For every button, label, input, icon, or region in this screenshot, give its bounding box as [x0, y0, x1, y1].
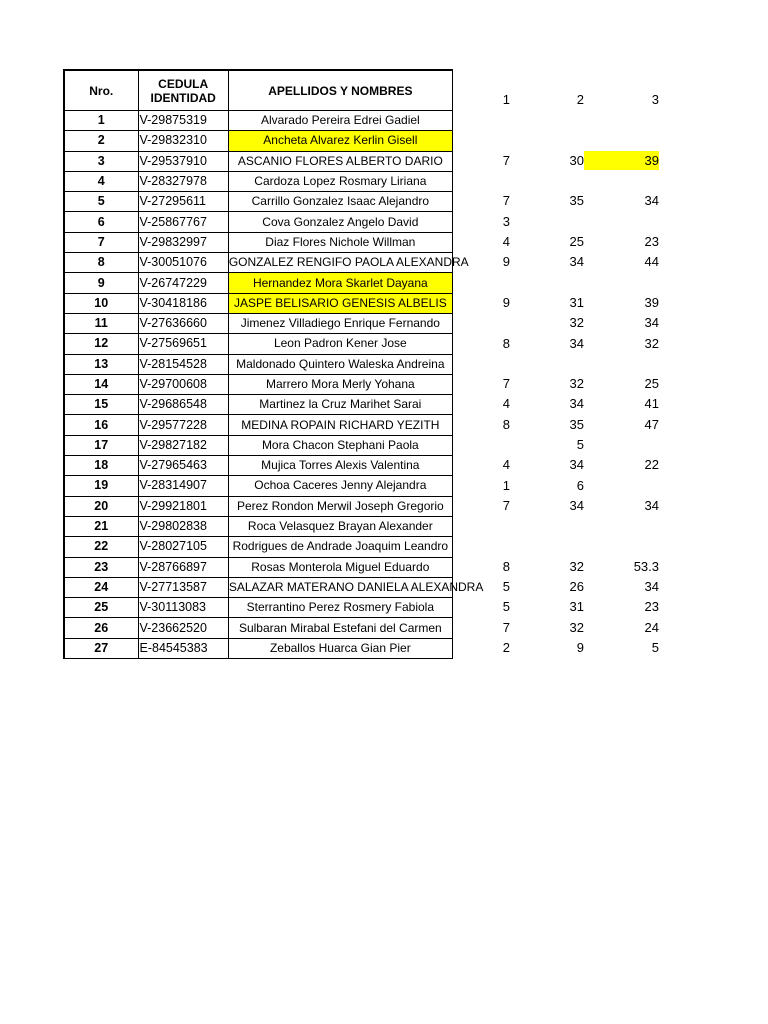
row-number: 16 — [64, 415, 138, 435]
grade-cell: 39 — [584, 151, 659, 170]
row-name — [228, 354, 452, 374]
row-cedula: V-29802838 — [138, 516, 228, 536]
grade-cell: 7 — [502, 193, 510, 209]
grade-cell: 3 — [502, 213, 510, 229]
row-name-text: Ancheta Alvarez Kerlin Gisell — [263, 133, 418, 148]
row-name-text: Ochoa Caceres Jenny Alejandra — [254, 478, 427, 493]
grade-cell: 31 — [569, 294, 584, 310]
grade-cell: 24 — [644, 619, 659, 635]
row-name-text: Sterrantino Perez Rosmery Fabiola — [246, 600, 435, 615]
row-number: 11 — [64, 313, 138, 333]
row-number: 12 — [64, 334, 138, 354]
row-number: 27 — [64, 638, 138, 658]
row-number: 4 — [64, 171, 138, 191]
row-name-text: JASPE BELISARIO GENESIS ALBELIS — [233, 295, 447, 310]
row-number: 13 — [64, 354, 138, 374]
grade-cell: 34 — [569, 335, 584, 351]
grade-cell: 9 — [502, 254, 510, 270]
row-number: 7 — [64, 232, 138, 252]
table-row — [64, 496, 452, 516]
row-cedula: V-27965463 — [138, 456, 228, 476]
row-name — [228, 557, 452, 577]
grade-cell: 6 — [576, 477, 584, 493]
row-number: 17 — [64, 435, 138, 455]
row-name-text: Leon Padron Kener Jose — [273, 336, 407, 351]
row-name — [228, 577, 484, 597]
table-row — [64, 415, 452, 435]
row-number: 3 — [64, 151, 138, 171]
row-number: 2 — [64, 131, 138, 151]
row-name-text: Diaz Flores Nichole Willman — [265, 234, 416, 249]
row-name — [228, 456, 452, 476]
row-cedula: V-29832997 — [138, 232, 228, 252]
grade-cell: 23 — [644, 599, 659, 615]
grade-cell: 5 — [502, 579, 510, 595]
grade-cell: 2 — [502, 640, 510, 655]
row-cedula: V-27569651 — [138, 334, 228, 354]
grade-cell: 39 — [644, 294, 659, 310]
row-number: 19 — [64, 476, 138, 496]
row-name — [228, 253, 469, 273]
row-number: 10 — [64, 293, 138, 313]
roster-header-row — [64, 70, 452, 111]
row-name — [228, 435, 452, 455]
header-cedula: CEDULA IDENTIDAD — [138, 70, 228, 111]
table-row — [64, 598, 452, 618]
row-name — [228, 171, 452, 191]
row-name-text: Cova Gonzalez Angelo David — [262, 214, 419, 229]
row-name-text: ASCANIO FLORES ALBERTO DARIO — [237, 153, 443, 168]
row-cedula: V-27636660 — [138, 313, 228, 333]
grade-header-3: 3 — [651, 92, 659, 107]
row-name — [228, 496, 452, 516]
table-row — [64, 577, 452, 597]
row-number: 24 — [64, 577, 138, 597]
row-cedula: V-29700608 — [138, 374, 228, 394]
row-name-text: GONZALEZ RENGIFO PAOLA ALEXANDRA — [228, 255, 469, 270]
grade-cell: 4 — [502, 457, 510, 473]
row-number: 9 — [64, 273, 138, 293]
grade-cell: 32 — [644, 335, 659, 351]
table-row — [64, 638, 452, 658]
grade-header-2: 2 — [576, 92, 584, 107]
grade-cell: 32 — [569, 376, 584, 392]
row-number: 25 — [64, 598, 138, 618]
grade-cell: 4 — [502, 396, 510, 412]
grade-cell: 23 — [644, 234, 659, 249]
row-cedula: V-29686548 — [138, 395, 228, 415]
table-row — [64, 293, 452, 313]
table-row — [64, 232, 452, 252]
table-row — [64, 273, 452, 293]
table-row — [64, 151, 452, 171]
row-number: 18 — [64, 456, 138, 476]
row-cedula: V-29875319 — [138, 111, 228, 131]
table-row — [64, 212, 452, 232]
row-name-text: Jimenez Villadiego Enrique Fernando — [240, 316, 440, 331]
row-cedula: V-29921801 — [138, 496, 228, 516]
grade-cell: 41 — [644, 396, 659, 412]
row-cedula: V-28314907 — [138, 476, 228, 496]
header-nro: Nro. — [64, 70, 138, 111]
grade-cell: 4 — [502, 234, 510, 249]
grade-cell: 8 — [502, 558, 510, 574]
grade-cell: 35 — [569, 416, 584, 432]
row-name — [228, 476, 452, 496]
grades-block — [470, 0, 670, 680]
grade-cell: 34 — [569, 457, 584, 473]
table-row — [64, 253, 452, 273]
row-name — [228, 334, 452, 354]
row-name-text: Perez Rondon Merwil Joseph Gregorio — [236, 498, 444, 513]
table-row — [64, 131, 452, 151]
grade-cell: 7 — [502, 152, 510, 168]
grade-cell: 25 — [644, 376, 659, 392]
row-cedula: E-84545383 — [138, 638, 228, 658]
table-row — [64, 435, 452, 455]
row-name-text: Marrero Mora Merly Yohana — [265, 377, 415, 391]
grade-cell: 47 — [644, 416, 659, 432]
row-name-text: Zeballos Huarca Gian Pier — [269, 640, 411, 655]
grade-cell: 25 — [569, 234, 584, 249]
row-name — [228, 313, 452, 333]
row-number: 21 — [64, 516, 138, 536]
table-row — [64, 456, 452, 476]
grade-cell: 8 — [502, 335, 510, 351]
row-name-text: Mora Chacon Stephani Paola — [261, 437, 419, 452]
row-cedula: V-30113083 — [138, 598, 228, 618]
grade-cell: 53.3 — [633, 558, 659, 574]
row-cedula: V-28027105 — [138, 537, 228, 557]
table-row — [64, 395, 452, 415]
row-cedula: V-28766897 — [138, 557, 228, 577]
row-name-text: Cardoza Lopez Rosmary Liriana — [254, 174, 427, 189]
row-name — [228, 232, 452, 252]
row-cedula: V-29577228 — [138, 415, 228, 435]
row-name — [228, 131, 452, 151]
grade-cell: 32 — [569, 315, 584, 331]
student-roster-table — [63, 69, 484, 659]
grade-cell: 32 — [569, 619, 584, 635]
row-number: 20 — [64, 496, 138, 516]
grade-cell: 22 — [644, 457, 659, 473]
row-cedula: V-28154528 — [138, 354, 228, 374]
row-name-text: Rosas Monterola Miguel Eduardo — [251, 559, 430, 574]
grade-cell: 5 — [502, 599, 510, 615]
row-cedula: V-29827182 — [138, 435, 228, 455]
grade-cell: 7 — [502, 376, 510, 392]
grade-cell: 35 — [569, 193, 584, 209]
grade-cell: 44 — [644, 254, 659, 270]
table-row — [64, 334, 452, 354]
row-name — [228, 537, 452, 557]
grade-cell: 34 — [644, 315, 659, 331]
row-number: 14 — [64, 374, 138, 394]
row-number: 8 — [64, 253, 138, 273]
row-number: 26 — [64, 618, 138, 638]
row-number: 6 — [64, 212, 138, 232]
row-name-text: Maldonado Quintero Waleska Andreina — [236, 356, 445, 371]
row-name — [228, 273, 452, 293]
row-name — [228, 192, 452, 212]
row-name-text: MEDINA ROPAIN RICHARD YEZITH — [241, 417, 440, 432]
row-number: 22 — [64, 537, 138, 557]
grade-cell: 9 — [576, 640, 584, 655]
row-number: 5 — [64, 192, 138, 212]
row-cedula: V-29832310 — [138, 131, 228, 151]
table-row — [64, 171, 452, 191]
grade-cell: 5 — [576, 437, 584, 452]
row-name — [228, 516, 452, 536]
grade-cell: 7 — [502, 619, 510, 635]
table-row — [64, 557, 452, 577]
row-name-text: Roca Velasquez Brayan Alexander — [247, 519, 433, 534]
row-name-text: Rodrigues de Andrade Joaquim Leandro — [232, 539, 449, 554]
row-name — [228, 415, 452, 435]
table-row — [64, 537, 452, 557]
grade-cell: 34 — [569, 254, 584, 270]
table-row — [64, 516, 452, 536]
row-cedula: V-27295611 — [138, 192, 228, 212]
grade-cell: 34 — [644, 497, 659, 513]
row-name-text: Sulbaran Mirabal Estefani del Carmen — [238, 620, 442, 635]
table-row — [64, 354, 452, 374]
row-name — [228, 395, 452, 415]
row-number: 23 — [64, 557, 138, 577]
table-row — [64, 111, 452, 131]
grade-cell: 34 — [569, 396, 584, 412]
row-name — [228, 638, 452, 658]
row-name-text: SALAZAR MATERANO DANIELA ALEXANDRA — [228, 579, 484, 594]
table-row — [64, 374, 452, 394]
grade-cell: 26 — [569, 579, 584, 595]
row-name-text: Martinez la Cruz Marihet Sarai — [259, 397, 422, 412]
row-name — [228, 151, 452, 171]
row-name-text: Mujica Torres Alexis Valentina — [261, 458, 420, 473]
row-cedula: V-28327978 — [138, 171, 228, 191]
row-name-text: Carrillo Gonzalez Isaac Alejandro — [251, 194, 430, 209]
grade-cell: 32 — [569, 558, 584, 574]
grade-header-1: 1 — [502, 92, 510, 107]
grade-cell: 9 — [502, 294, 510, 310]
table-row — [64, 313, 452, 333]
roster-body — [64, 111, 484, 659]
table-row — [64, 476, 452, 496]
grade-cell: 30 — [569, 152, 584, 168]
row-cedula: V-30051076 — [138, 253, 228, 273]
table-row — [64, 192, 452, 212]
row-cedula: V-26747229 — [138, 273, 228, 293]
row-cedula: V-25867767 — [138, 212, 228, 232]
row-name-text: Alvarado Pereira Edrei Gadiel — [260, 113, 420, 128]
row-cedula: V-23662520 — [138, 618, 228, 638]
grade-cell: 34 — [644, 193, 659, 209]
row-name — [228, 293, 452, 313]
row-cedula: V-30418186 — [138, 293, 228, 313]
row-name — [228, 374, 452, 394]
grade-cell: 5 — [651, 640, 659, 655]
table-row — [64, 618, 452, 638]
row-number: 15 — [64, 395, 138, 415]
row-number: 1 — [64, 111, 138, 131]
grade-cell: 7 — [502, 497, 510, 513]
grade-cell: 34 — [569, 497, 584, 513]
grade-cell: 8 — [502, 416, 510, 432]
row-name — [228, 212, 452, 232]
row-name-text: Hernandez Mora Skarlet Dayana — [252, 275, 428, 290]
row-name — [228, 618, 452, 638]
grade-cell: 34 — [644, 579, 659, 595]
row-cedula: V-27713587 — [138, 577, 228, 597]
row-name — [228, 598, 452, 618]
row-cedula: V-29537910 — [138, 151, 228, 171]
header-nombres: APELLIDOS Y NOMBRES — [228, 70, 452, 111]
grade-cell: 1 — [502, 477, 510, 493]
grade-cell: 31 — [569, 599, 584, 615]
row-name — [228, 111, 452, 131]
